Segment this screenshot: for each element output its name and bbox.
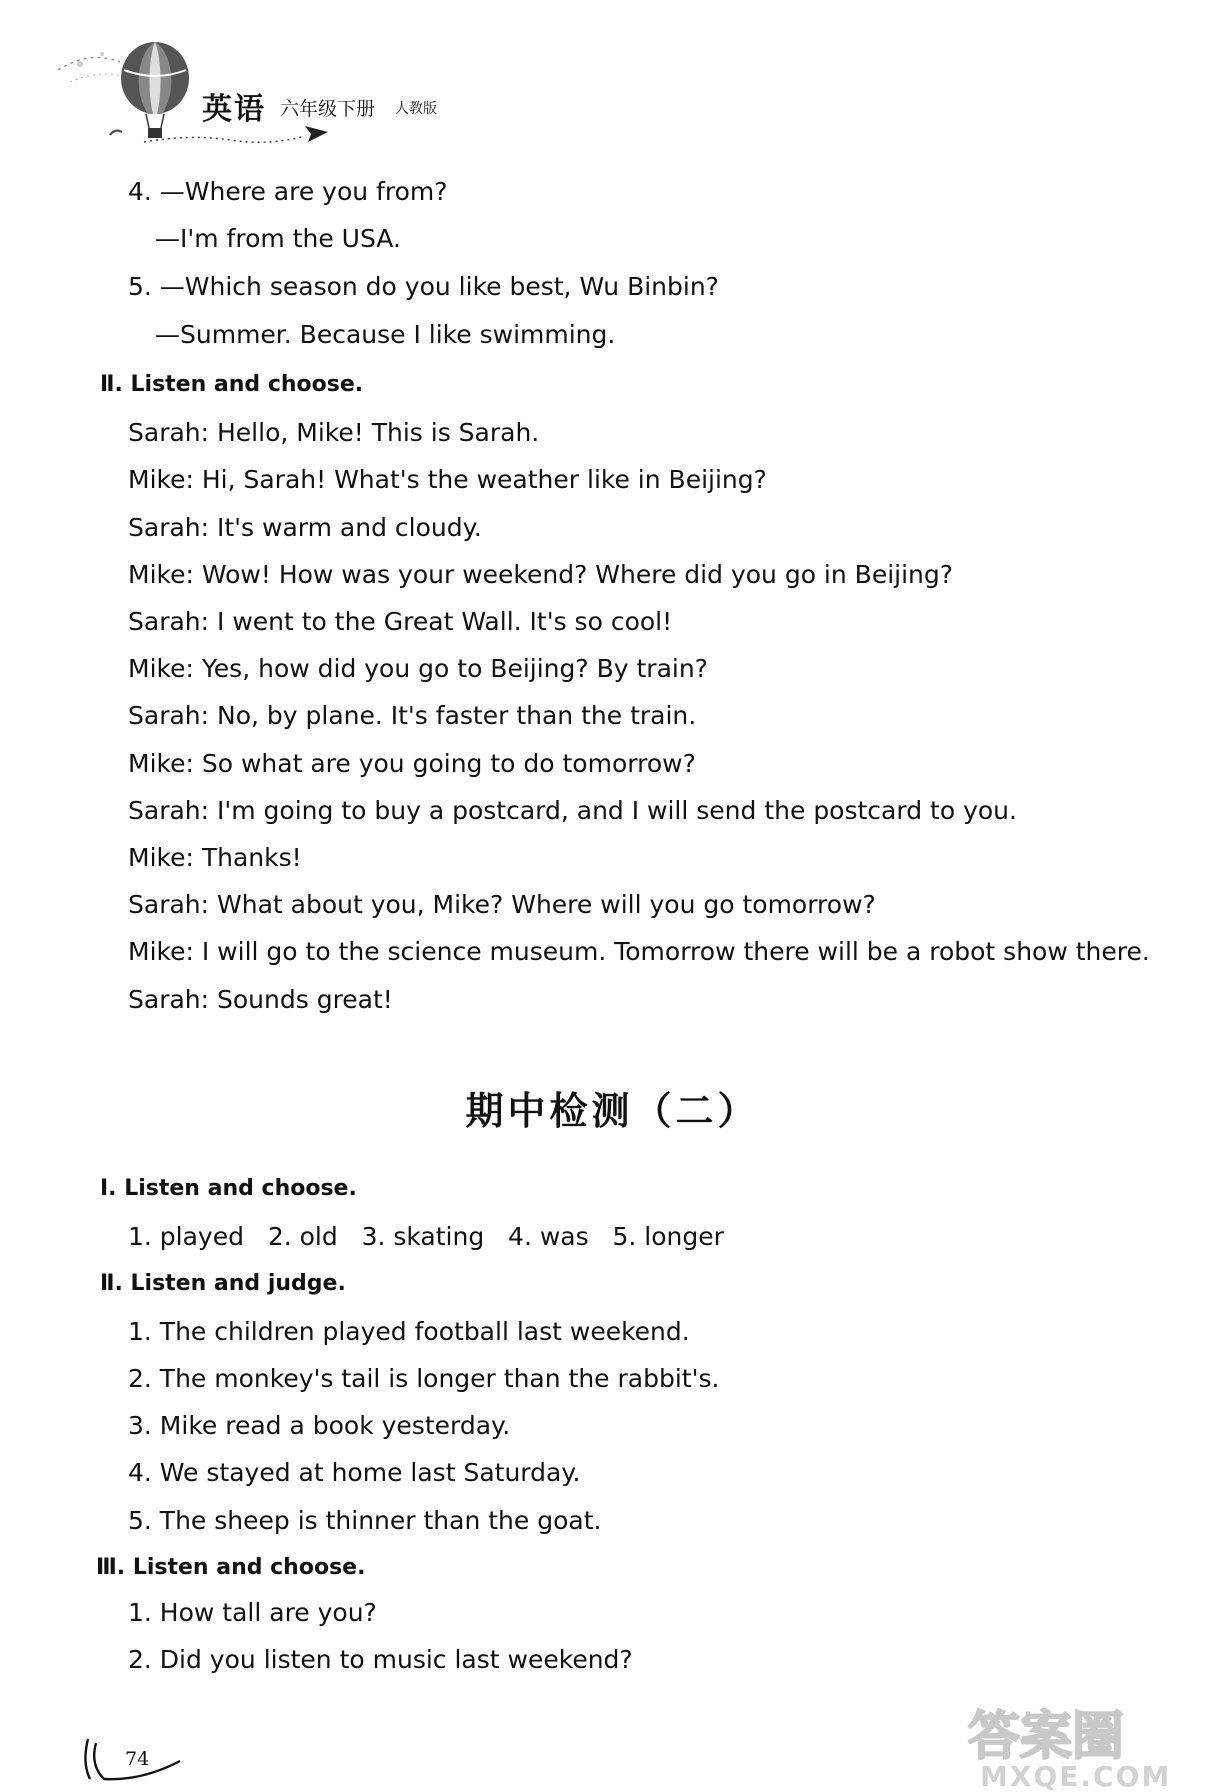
list-item: 3. Mike read a book yesterday. <box>128 1411 511 1440</box>
dialogue-line: Mike: So what are you going to do tomorrow? <box>128 749 696 778</box>
list-item: 4. We stayed at home last Saturday. <box>128 1458 581 1487</box>
list-item: 2. Did you listen to music last weekend? <box>128 1645 633 1674</box>
dialogue-line: Sarah: It's warm and cloudy. <box>128 513 482 542</box>
dialogue-line: 4. —Where are you from? <box>128 177 448 206</box>
dialogue-line: Mike: Yes, how did you go to Beijing? By train? <box>128 654 708 683</box>
page-number: 74 <box>125 1748 150 1770</box>
dialogue-line: Mike: Wow! How was your weekend? Where did you go in Beijing? <box>128 560 954 589</box>
dialogue-line: Sarah: I went to the Great Wall. It's so cool! <box>128 607 673 636</box>
subject-title: 英语 <box>202 92 266 127</box>
section-heading: Ⅱ. Listen and choose. <box>100 372 364 397</box>
dialogue-line: Sarah: Sounds great! <box>128 985 393 1014</box>
grade-label: 六年级下册 <box>280 98 376 120</box>
list-item: 1. The children played football last weekend. <box>128 1317 690 1346</box>
section-heading: Ⅲ. Listen and choose. <box>96 1555 366 1580</box>
dialogue-line: Mike: Hi, Sarah! What's the weather like in Beijing? <box>128 465 767 494</box>
svg-text:MXQE.COM: MXQE.COM <box>980 1760 1172 1792</box>
list-item: 2. The monkey's tail is longer than the rabbit's. <box>128 1364 720 1393</box>
dialogue-line: 5. —Which season do you like best, Wu Binbin? <box>128 272 719 301</box>
watermark-logo <box>960 1696 1220 1792</box>
paper-plane-icon <box>140 120 340 150</box>
svg-text:答案圈: 答案圈 <box>968 1707 1125 1767</box>
dialogue-line: Sarah: What about you, Mike? Where will you go tomorrow? <box>128 890 876 919</box>
dialogue-line: —Summer. Because I like swimming. <box>155 320 616 349</box>
dialogue-line: Sarah: I'm going to buy a postcard, and I will send the postcard to you. <box>128 796 1017 825</box>
section-heading: Ⅱ. Listen and judge. <box>100 1271 346 1296</box>
edition-label: 人教版 <box>395 101 437 117</box>
list-item: 5. The sheep is thinner than the goat. <box>128 1506 602 1535</box>
dialogue-line: Mike: Thanks! <box>128 843 302 872</box>
dialogue-line: Mike: I will go to the science museum. Tomorrow there will be a robot show there. <box>128 937 1150 966</box>
midterm-title: 期中检测（二） <box>465 1089 760 1133</box>
dialogue-line: —I'm from the USA. <box>155 224 401 253</box>
list-item: 1. How tall are you? <box>128 1598 377 1627</box>
answer-line: 1. played 2. old 3. skating 4. was 5. longer <box>128 1222 724 1251</box>
dialogue-line: Sarah: Hello, Mike! This is Sarah. <box>128 418 540 447</box>
dialogue-line: Sarah: No, by plane. It's faster than the train. <box>128 701 697 730</box>
page-header <box>50 40 450 150</box>
section-heading: Ⅰ. Listen and choose. <box>100 1176 357 1201</box>
